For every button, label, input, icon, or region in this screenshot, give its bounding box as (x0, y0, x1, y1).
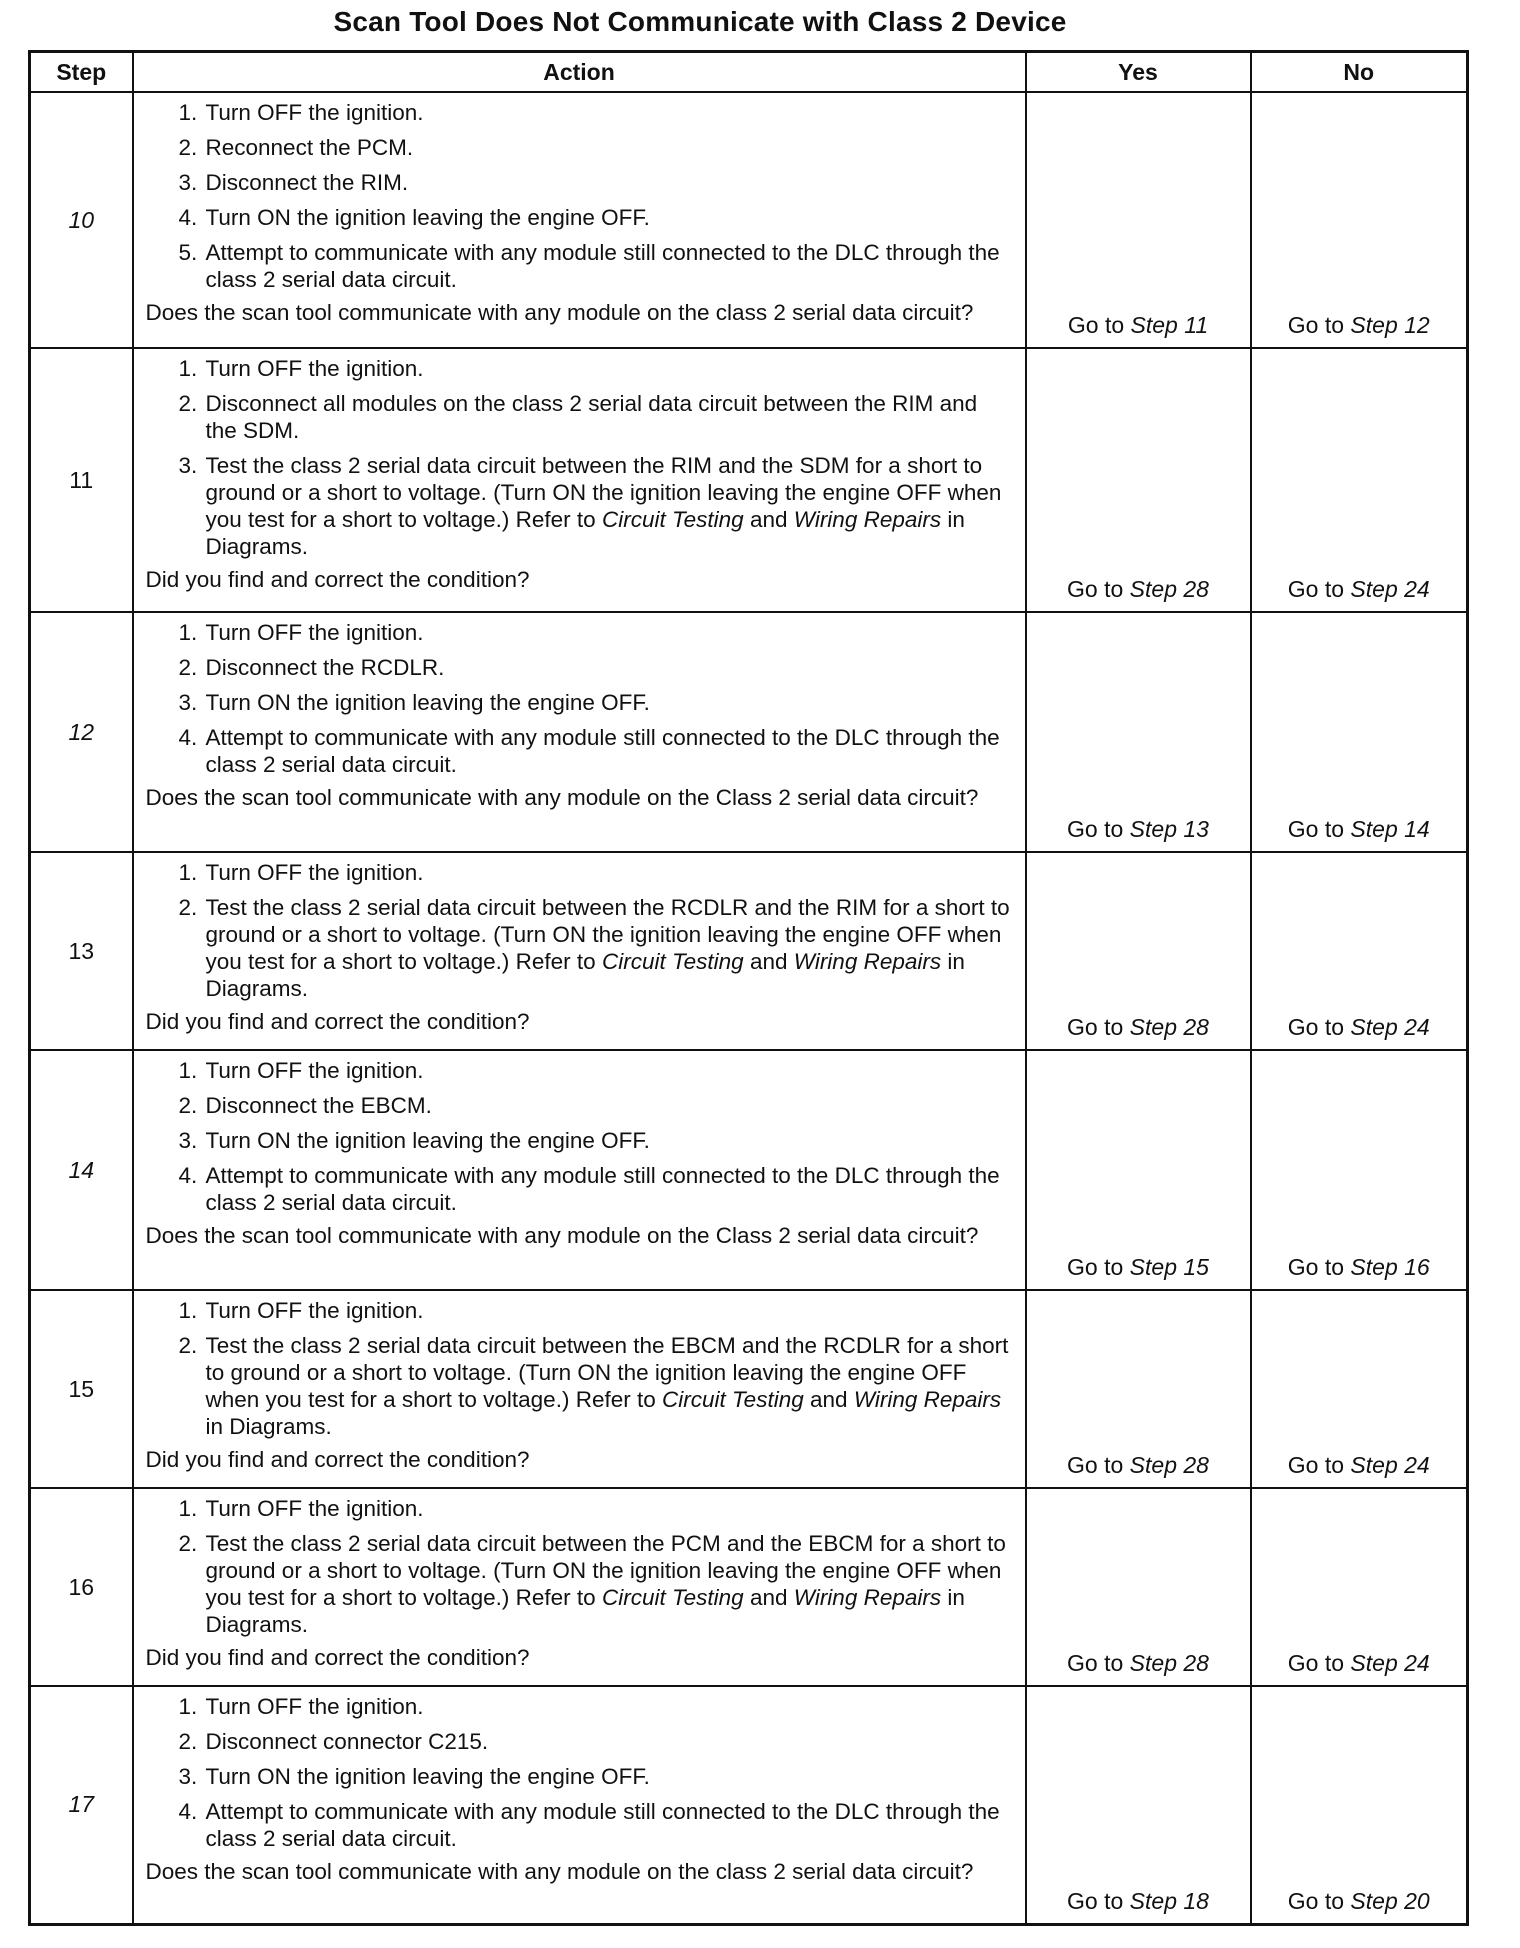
no-target: Step 24 (1350, 576, 1430, 602)
go-to-label: Go to (1287, 1014, 1345, 1040)
step-number: 17 (30, 1686, 133, 1924)
action-item: 2. Disconnect all modules on the class 2 serial data circuit between the RIM and the SDM. (204, 390, 1015, 444)
action-item: 3. Turn ON the ignition leaving the engine OFF. (204, 689, 1015, 716)
step-number: 14 (30, 1050, 133, 1290)
step-number: 15 (30, 1290, 133, 1488)
table-row (30, 92, 1468, 348)
no-target: Step 24 (1350, 1452, 1430, 1478)
table-row (30, 348, 1468, 612)
action-cell (133, 1488, 1026, 1686)
no-target: Step 24 (1350, 1014, 1430, 1040)
question: Does the scan tool communicate with any module on the class 2 serial data circuit? (145, 300, 974, 325)
action-item: 4. Turn ON the ignition leaving the engine OFF. (204, 204, 1015, 231)
yes-cell (1026, 852, 1251, 1050)
step-number: 12 (30, 612, 133, 852)
action-item: 4. Attempt to communicate with any module still connected to the DLC through the class 2 serial data circuit. (204, 1798, 1015, 1852)
go-to-label: Go to (1067, 1254, 1124, 1280)
table-row (30, 852, 1468, 1050)
step-number: 10 (30, 92, 133, 348)
step-number: 13 (30, 852, 133, 1050)
table-row (30, 1290, 1468, 1488)
yes-target: Step 28 (1129, 576, 1209, 602)
go-to-label: Go to (1067, 576, 1124, 602)
yes-target: Step 28 (1129, 1014, 1209, 1040)
action-item: 2. Disconnect connector C215. (204, 1728, 1015, 1755)
action-item: 1. Turn OFF the ignition. (204, 1057, 1015, 1084)
action-item: 3. Disconnect the RIM. (204, 169, 1015, 196)
question: Did you find and correct the condition? (145, 1009, 530, 1034)
action-cell (133, 1050, 1026, 1290)
action-item: 1. Turn OFF the ignition. (204, 619, 1015, 646)
action-item: 1. Turn OFF the ignition. (204, 99, 1015, 126)
diagnostic-table (28, 50, 1469, 1926)
page-title: Scan Tool Does Not Communicate with Class 2 Device (333, 6, 1067, 37)
action-item: 3. Test the class 2 serial data circuit between the RIM and the SDM for a short to ground or a short to voltage. (Turn ON the ignition leaving the engine OFF when you test for a short to voltage.) Refer to Circuit Testing and Wiring Repairs in Diagrams. (204, 452, 1015, 560)
table-row (30, 1686, 1468, 1924)
action-item: 4. Attempt to communicate with any module still connected to the DLC through the class 2 serial data circuit. (204, 724, 1015, 778)
go-to-label: Go to (1287, 1650, 1345, 1676)
go-to-label: Go to (1287, 576, 1345, 602)
no-cell (1251, 92, 1468, 348)
go-to-label: Go to (1287, 1254, 1345, 1280)
go-to-label: Go to (1067, 816, 1124, 842)
no-target: Step 12 (1350, 312, 1430, 338)
action-item: 2. Reconnect the PCM. (204, 134, 1015, 161)
action-cell (133, 92, 1026, 348)
action-item: 3. Turn ON the ignition leaving the engine OFF. (204, 1127, 1015, 1154)
no-target: Step 16 (1350, 1254, 1430, 1280)
action-cell (133, 612, 1026, 852)
question: Did you find and correct the condition? (145, 567, 530, 592)
no-cell (1251, 612, 1468, 852)
question: Does the scan tool communicate with any module on the class 2 serial data circuit? (145, 1859, 974, 1884)
question: Does the scan tool communicate with any module on the Class 2 serial data circuit? (145, 785, 979, 810)
table-row (30, 1050, 1468, 1290)
step-number: 11 (30, 348, 133, 612)
header-step: Step (30, 52, 133, 93)
no-cell (1251, 852, 1468, 1050)
yes-cell (1026, 1290, 1251, 1488)
action-item: 2. Disconnect the RCDLR. (204, 654, 1015, 681)
yes-cell (1026, 348, 1251, 612)
step-number: 16 (30, 1488, 133, 1686)
yes-cell (1026, 1686, 1251, 1924)
action-item: 4. Attempt to communicate with any module still connected to the DLC through the class 2 serial data circuit. (204, 1162, 1015, 1216)
question: Did you find and correct the condition? (145, 1645, 530, 1670)
action-item: 2. Test the class 2 serial data circuit between the EBCM and the RCDLR for a short to ground or a short to voltage. (Turn ON the ignition leaving the engine OFF when you test for a short to voltage.) Refer to Circuit Testing and Wiring Repairs in Diagrams. (204, 1332, 1015, 1440)
no-target: Step 20 (1350, 1887, 1430, 1914)
no-target: Step 24 (1350, 1650, 1430, 1676)
yes-target: Step 28 (1129, 1452, 1209, 1478)
action-item: 2. Test the class 2 serial data circuit between the PCM and the EBCM for a short to ground or a short to voltage. (Turn ON the ignition leaving the engine OFF when you test for a short to voltage.) Refer to Circuit Testing and Wiring Repairs in Diagrams. (204, 1530, 1015, 1638)
go-to-label: Go to (1287, 312, 1345, 338)
header-no: No (1251, 52, 1468, 93)
table-row (30, 612, 1468, 852)
go-to-label: Go to (1067, 1887, 1124, 1914)
action-cell (133, 852, 1026, 1050)
no-cell (1251, 1488, 1468, 1686)
action-cell (133, 1290, 1026, 1488)
no-target: Step 14 (1350, 816, 1430, 842)
yes-cell (1026, 1488, 1251, 1686)
header-row (30, 52, 1468, 93)
yes-cell (1026, 92, 1251, 348)
question: Did you find and correct the condition? (145, 1447, 530, 1472)
action-item: 1. Turn OFF the ignition. (204, 1297, 1015, 1324)
action-item: 1. Turn OFF the ignition. (204, 1495, 1015, 1522)
go-to-label: Go to (1287, 1452, 1345, 1478)
yes-target: Step 15 (1129, 1254, 1209, 1280)
action-item: 5. Attempt to communicate with any module still connected to the DLC through the class 2 serial data circuit. (204, 239, 1015, 293)
action-item: 1. Turn OFF the ignition. (204, 1693, 1015, 1720)
yes-target: Step 28 (1129, 1650, 1209, 1676)
go-to-label: Go to (1067, 312, 1125, 338)
no-cell (1251, 348, 1468, 612)
header-action: Action (133, 52, 1026, 93)
no-cell (1251, 1050, 1468, 1290)
yes-target: Step 18 (1129, 1887, 1209, 1914)
yes-cell (1026, 1050, 1251, 1290)
go-to-label: Go to (1287, 816, 1345, 842)
no-cell (1251, 1290, 1468, 1488)
question: Does the scan tool communicate with any module on the Class 2 serial data circuit? (145, 1223, 979, 1248)
header-yes: Yes (1026, 52, 1251, 93)
no-cell (1251, 1686, 1468, 1924)
action-item: 3. Turn ON the ignition leaving the engine OFF. (204, 1763, 1015, 1790)
yes-cell (1026, 612, 1251, 852)
action-item: 1. Turn OFF the ignition. (204, 355, 1015, 382)
go-to-label: Go to (1287, 1887, 1345, 1914)
yes-target: Step 11 (1130, 312, 1209, 338)
go-to-label: Go to (1067, 1452, 1124, 1478)
action-cell (133, 348, 1026, 612)
action-cell (133, 1686, 1026, 1924)
table-row (30, 1488, 1468, 1686)
action-item: 2. Test the class 2 serial data circuit between the RCDLR and the RIM for a short to ground or a short to voltage. (Turn ON the ignition leaving the engine OFF when you test for a short to voltage.) Refer to Circuit Testing and Wiring Repairs in Diagrams. (204, 894, 1015, 1002)
action-item: 1. Turn OFF the ignition. (204, 859, 1015, 886)
yes-target: Step 13 (1129, 816, 1209, 842)
go-to-label: Go to (1067, 1014, 1124, 1040)
go-to-label: Go to (1067, 1650, 1124, 1676)
action-item: 2. Disconnect the EBCM. (204, 1092, 1015, 1119)
